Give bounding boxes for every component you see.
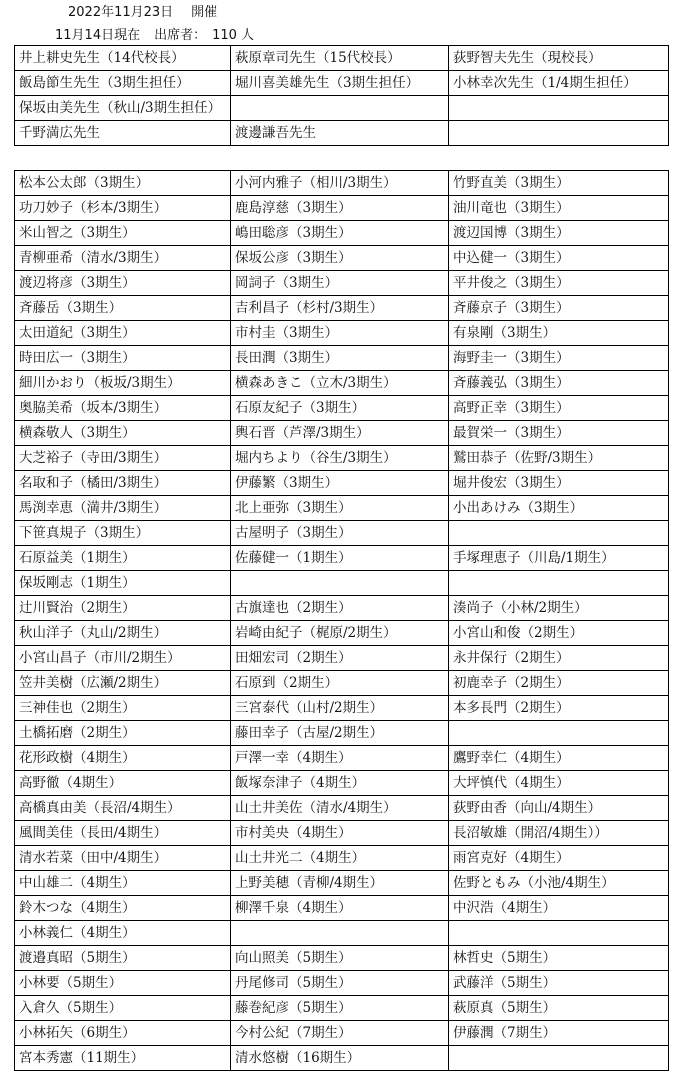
alumni-row	[15, 696, 669, 721]
alumni-row	[15, 746, 669, 771]
alumni-row	[15, 621, 669, 646]
name-cell: 山土井美佐（清水/4期生）	[231, 796, 449, 821]
name-cell: 辻川賢治（2期生）	[15, 596, 231, 621]
name-cell: 斉藤京子（3期生）	[449, 296, 669, 321]
alumni-row	[15, 346, 669, 371]
name-cell: 細川かおり（板坂/3期生）	[15, 371, 231, 396]
name-cell: 山土井光二（4期生）	[231, 846, 449, 871]
name-cell: 小出あけみ（3期生）	[449, 496, 669, 521]
name-cell: 渡辺国博（3期生）	[449, 221, 669, 246]
name-cell: 平井俊之（3期生）	[449, 271, 669, 296]
name-cell: 湊尚子（小林/2期生）	[449, 596, 669, 621]
name-cell: 渡辺将彦（3期生）	[15, 271, 231, 296]
name-cell: 佐野ともみ（小池/4期生）	[449, 871, 669, 896]
alumni-row	[15, 1021, 669, 1046]
name-cell: 小宮山昌子（市川/2期生）	[15, 646, 231, 671]
alumni-row	[15, 946, 669, 971]
alumni-row	[15, 846, 669, 871]
name-cell: 鷹野幸仁（4期生）	[449, 746, 669, 771]
name-cell: 嶋田聡彦（3期生）	[231, 221, 449, 246]
name-cell: 鈴木つな（4期生）	[15, 896, 231, 921]
name-cell: 市村美央（4期生）	[231, 821, 449, 846]
name-cell: 渡邊謙吾先生	[231, 121, 449, 146]
name-cell: 清水若菜（田中/4期生）	[15, 846, 231, 871]
name-cell: 長田潤（3期生）	[231, 346, 449, 371]
event-held-label: 開催	[191, 5, 218, 20]
name-cell: 油川竜也（3期生）	[449, 196, 669, 221]
name-cell: 佐藤健一（1期生）	[231, 546, 449, 571]
name-cell: 秋山洋子（丸山/2期生）	[15, 621, 231, 646]
empty-cell	[449, 121, 669, 146]
name-cell: 丹尾修司（5期生）	[231, 971, 449, 996]
name-cell: 荻野由香（向山/4期生）	[449, 796, 669, 821]
name-cell: 小林拓矢（6期生）	[15, 1021, 231, 1046]
name-cell: 海野圭一（3期生）	[449, 346, 669, 371]
name-cell: 保坂剛志（1期生）	[15, 571, 231, 596]
alumni-row	[15, 821, 669, 846]
name-cell: 三宮泰代（山村/2期生）	[231, 696, 449, 721]
name-cell: 市村圭（3期生）	[231, 321, 449, 346]
name-cell: 小林義仁（4期生）	[15, 921, 231, 946]
empty-cell	[449, 571, 669, 596]
name-cell: 伊藤潤（7期生）	[449, 1021, 669, 1046]
empty-cell	[449, 921, 669, 946]
name-cell: 時田広一（3期生）	[15, 346, 231, 371]
alumni-row	[15, 396, 669, 421]
name-cell: 石原益美（1期生）	[15, 546, 231, 571]
name-cell: 伊藤繁（3期生）	[231, 471, 449, 496]
alumni-row	[15, 546, 669, 571]
alumni-table	[14, 170, 669, 1071]
name-cell: 萩原章司先生（15代校長）	[231, 46, 449, 71]
name-cell: 最賀栄一（3期生）	[449, 421, 669, 446]
name-cell: 三神佳也（2期生）	[15, 696, 231, 721]
name-cell: 手塚理恵子（川島/1期生）	[449, 546, 669, 571]
name-cell: 古屋明子（3期生）	[231, 521, 449, 546]
empty-cell	[449, 1046, 669, 1071]
as-of-date: 11月14日現在	[55, 28, 141, 43]
name-cell: 大坪慎代（4期生）	[449, 771, 669, 796]
name-cell: 岡詞子（3期生）	[231, 271, 449, 296]
alumni-row	[15, 371, 669, 396]
name-cell: 風間美佳（長田/4期生）	[15, 821, 231, 846]
name-cell: 堀井俊宏（3期生）	[449, 471, 669, 496]
name-cell: 千野満広先生	[15, 121, 231, 146]
name-cell: 武藤洋（5期生）	[449, 971, 669, 996]
name-cell: 功刀妙子（杉本/3期生）	[15, 196, 231, 221]
alumni-row	[15, 671, 669, 696]
alumni-row	[15, 996, 669, 1021]
name-cell: 中込健一（3期生）	[449, 246, 669, 271]
name-cell: 太田道紀（3期生）	[15, 321, 231, 346]
name-cell: 斉藤岳（3期生）	[15, 296, 231, 321]
empty-cell	[231, 921, 449, 946]
name-cell: 渡邉真昭（5期生）	[15, 946, 231, 971]
name-cell: 小林要（5期生）	[15, 971, 231, 996]
name-cell: 米山智之（3期生）	[15, 221, 231, 246]
name-cell: 高橋真由美（長沼/4期生）	[15, 796, 231, 821]
name-cell: 横森あきこ（立木/3期生）	[231, 371, 449, 396]
alumni-row	[15, 221, 669, 246]
teachers-table-body	[15, 46, 669, 146]
name-cell: 藤田幸子（古屋/2期生）	[231, 721, 449, 746]
name-cell: 高野徹（4期生）	[15, 771, 231, 796]
alumni-row	[15, 571, 669, 596]
name-cell: 下笹真規子（3期生）	[15, 521, 231, 546]
alumni-row	[15, 421, 669, 446]
empty-cell	[231, 96, 449, 121]
teacher-row	[15, 121, 669, 146]
name-cell: 石原友紀子（3期生）	[231, 396, 449, 421]
alumni-table-body	[15, 171, 669, 1071]
alumni-row	[15, 496, 669, 521]
attendance-label: 出席者：	[154, 28, 207, 43]
alumni-row	[15, 896, 669, 921]
alumni-row	[15, 971, 669, 996]
teacher-row	[15, 96, 669, 121]
alumni-row	[15, 721, 669, 746]
alumni-row	[15, 771, 669, 796]
name-cell: 林哲史（5期生）	[449, 946, 669, 971]
name-cell: 笠井美樹（広瀬/2期生）	[15, 671, 231, 696]
name-cell: 柳澤千泉（4期生）	[231, 896, 449, 921]
name-cell: 竹野直美（3期生）	[449, 171, 669, 196]
name-cell: 戸澤一幸（4期生）	[231, 746, 449, 771]
name-cell: 古旗達也（2期生）	[231, 596, 449, 621]
alumni-row	[15, 296, 669, 321]
name-cell: 永井保行（2期生）	[449, 646, 669, 671]
alumni-row	[15, 446, 669, 471]
teacher-row	[15, 71, 669, 96]
name-cell: 本多長門（2期生）	[449, 696, 669, 721]
alumni-row	[15, 321, 669, 346]
name-cell: 飯島節生先生（3期生担任）	[15, 71, 231, 96]
name-cell: 馬渕幸恵（満井/3期生）	[15, 496, 231, 521]
name-cell: 大芝裕子（寺田/3期生）	[15, 446, 231, 471]
name-cell: 雨宮克好（4期生）	[449, 846, 669, 871]
name-cell: 宮本秀憲（11期生）	[15, 1046, 231, 1071]
alumni-row	[15, 596, 669, 621]
name-cell: 上野美穂（青柳/4期生）	[231, 871, 449, 896]
attendance-line	[55, 24, 254, 43]
name-cell: 初鹿幸子（2期生）	[449, 671, 669, 696]
name-cell: 向山照美（5期生）	[231, 946, 449, 971]
name-cell: 有泉剛（3期生）	[449, 321, 669, 346]
name-cell: 萩原真（5期生）	[449, 996, 669, 1021]
name-cell: 石原到（2期生）	[231, 671, 449, 696]
name-cell: 田畑宏司（2期生）	[231, 646, 449, 671]
name-cell: 名取和子（橘田/3期生）	[15, 471, 231, 496]
name-cell: 斉藤義弘（3期生）	[449, 371, 669, 396]
name-cell: 小宮山和俊（2期生）	[449, 621, 669, 646]
name-cell: 鷲田恭子（佐野/3期生）	[449, 446, 669, 471]
alumni-row	[15, 471, 669, 496]
name-cell: 保坂公彦（3期生）	[231, 246, 449, 271]
teacher-row	[15, 46, 669, 71]
alumni-row	[15, 921, 669, 946]
empty-cell	[449, 521, 669, 546]
name-cell: 中山雄二（4期生）	[15, 871, 231, 896]
name-cell: 土橋拓磨（2期生）	[15, 721, 231, 746]
alumni-row	[15, 1046, 669, 1071]
alumni-row	[15, 796, 669, 821]
empty-cell	[231, 571, 449, 596]
name-cell: 小林幸次先生（1/4期生担任）	[449, 71, 669, 96]
alumni-row	[15, 521, 669, 546]
document-header	[0, 0, 693, 44]
name-cell: 高野正幸（3期生）	[449, 396, 669, 421]
event-date-line	[68, 1, 217, 20]
name-cell: 岩崎由紀子（梶原/2期生）	[231, 621, 449, 646]
name-cell: 松本公太郎（3期生）	[15, 171, 231, 196]
name-cell: 藤巻紀彦（5期生）	[231, 996, 449, 1021]
event-date: 2022年11月23日	[68, 5, 174, 20]
name-cell: 堀川喜美雄先生（3期生担任）	[231, 71, 449, 96]
alumni-row	[15, 196, 669, 221]
name-cell: 保坂由美先生（秋山/3期生担任）	[15, 96, 231, 121]
name-cell: 飯塚奈津子（4期生）	[231, 771, 449, 796]
name-cell: 輿石晋（芦澤/3期生）	[231, 421, 449, 446]
empty-cell	[449, 96, 669, 121]
name-cell: 長沼敏雄（開沼/4期生））	[449, 821, 669, 846]
name-cell: 吉利昌子（杉村/3期生）	[231, 296, 449, 321]
name-cell: 鹿島淳慈（3期生）	[231, 196, 449, 221]
name-cell: 花形政樹（4期生）	[15, 746, 231, 771]
name-cell: 奥脇美希（坂本/3期生）	[15, 396, 231, 421]
name-cell: 北上亜弥（3期生）	[231, 496, 449, 521]
alumni-row	[15, 871, 669, 896]
name-cell: 清水悠樹（16期生）	[231, 1046, 449, 1071]
name-cell: 荻野智夫先生（現校長）	[449, 46, 669, 71]
name-cell: 横森敬人（3期生）	[15, 421, 231, 446]
name-cell: 小河内雅子（相川/3期生）	[231, 171, 449, 196]
attendance-count: 110 人	[212, 28, 255, 43]
name-cell: 今村公紀（7期生）	[231, 1021, 449, 1046]
alumni-row	[15, 246, 669, 271]
alumni-row	[15, 646, 669, 671]
empty-cell	[449, 721, 669, 746]
name-cell: 青柳亜希（清水/3期生）	[15, 246, 231, 271]
name-cell: 中沢浩（4期生）	[449, 896, 669, 921]
name-cell: 堀内ちより（谷生/3期生）	[231, 446, 449, 471]
name-cell: 井上耕史先生（14代校長）	[15, 46, 231, 71]
alumni-row	[15, 171, 669, 196]
alumni-row	[15, 271, 669, 296]
name-cell: 入倉久（5期生）	[15, 996, 231, 1021]
teachers-table	[14, 45, 669, 146]
